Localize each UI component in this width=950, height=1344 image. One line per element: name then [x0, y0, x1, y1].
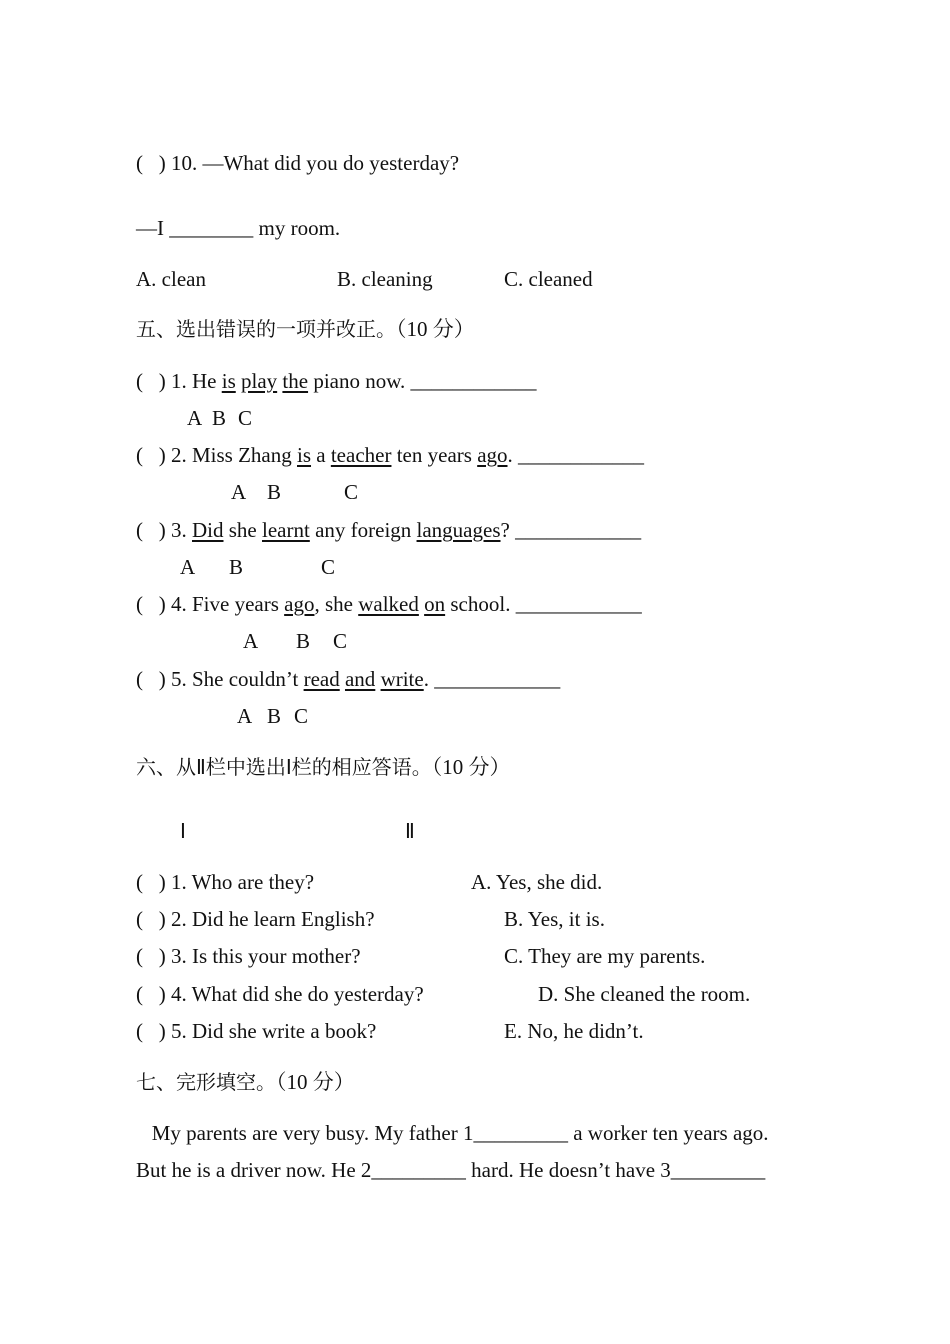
s6-answer-e: E. No, he didn’t. — [504, 1019, 644, 1043]
s5-item-1: ( ) 1. He is play the piano now. ____________ — [136, 369, 537, 393]
section7-title: 七、完形填空。 — [136, 1070, 276, 1094]
section7-points: （10 分） — [276, 1070, 355, 1094]
s6-question-4: ( ) 4. What did she do yesterday? — [136, 982, 424, 1006]
q10-question: ( ) 10. —What did you do yesterday? — [136, 151, 460, 175]
s6-question-1: ( ) 1. Who are they? — [136, 870, 315, 894]
section5-heading — [136, 316, 475, 342]
s6-answer-d: D. She cleaned the room. — [538, 982, 751, 1006]
s5-item-4-letter-c: C — [333, 629, 348, 653]
s6-question-3: ( ) 3. Is this your mother? — [136, 944, 361, 968]
section6-heading — [136, 754, 511, 780]
s5-item-2-letter-c: C — [344, 480, 359, 504]
s5-item-5-letter-c: C — [294, 704, 309, 728]
section5-title: 五、选出错误的一项并改正。 — [136, 317, 396, 341]
q10-option-a: A. clean — [136, 267, 206, 291]
s5-item-3-letter-b: B — [229, 555, 244, 579]
s5-item-1-letter-c: C — [238, 406, 253, 430]
s5-item-4: ( ) 4. Five years ago, she walked on school. ____________ — [136, 592, 642, 616]
q10-option-c: C. cleaned — [504, 267, 593, 291]
column-1-header: Ⅰ — [180, 819, 186, 843]
s6-answer-a: A. Yes, she did. — [471, 870, 603, 894]
q10-option-b: B. cleaning — [337, 267, 433, 291]
s7-passage-line-2: But he is a driver now. He 2_________ hard. He doesn’t have 3_________ — [136, 1158, 766, 1182]
s5-item-5-letter-a: A — [237, 704, 253, 728]
s7-passage-line-1: My parents are very busy. My father 1_________ a worker ten years ago. — [136, 1121, 769, 1145]
s6-answer-b: B. Yes, it is. — [504, 907, 605, 931]
s5-item-5-letter-b: B — [267, 704, 282, 728]
s5-item-2-letter-a: A — [231, 480, 247, 504]
s5-item-1-letter-a: A — [187, 406, 203, 430]
section7-heading — [136, 1069, 355, 1095]
s5-item-5: ( ) 5. She couldn’t read and write. ____________ — [136, 667, 561, 691]
s6-answer-c: C. They are my parents. — [504, 944, 706, 968]
s5-item-1-letter-b: B — [212, 406, 227, 430]
s6-question-2: ( ) 2. Did he learn English? — [136, 907, 375, 931]
section5-points: （10 分） — [396, 317, 475, 341]
section6-points: （10 分） — [431, 755, 511, 779]
s6-question-5: ( ) 5. Did she write a book? — [136, 1019, 377, 1043]
column-2-header: Ⅱ — [405, 819, 415, 843]
s5-item-2-letter-b: B — [267, 480, 282, 504]
s5-item-3: ( ) 3. Did she learnt any foreign languages? ____________ — [136, 518, 642, 542]
s5-item-4-letter-a: A — [243, 629, 259, 653]
s5-item-4-letter-b: B — [296, 629, 311, 653]
q10-answer-line: —I ________ my room. — [136, 216, 341, 240]
section6-title: 六、从Ⅱ栏中选出Ⅰ栏的相应答语。 — [136, 755, 432, 779]
s5-item-3-letter-c: C — [321, 555, 336, 579]
s5-item-2: ( ) 2. Miss Zhang is a teacher ten years ago. ____________ — [136, 443, 645, 467]
s5-item-3-letter-a: A — [180, 555, 196, 579]
